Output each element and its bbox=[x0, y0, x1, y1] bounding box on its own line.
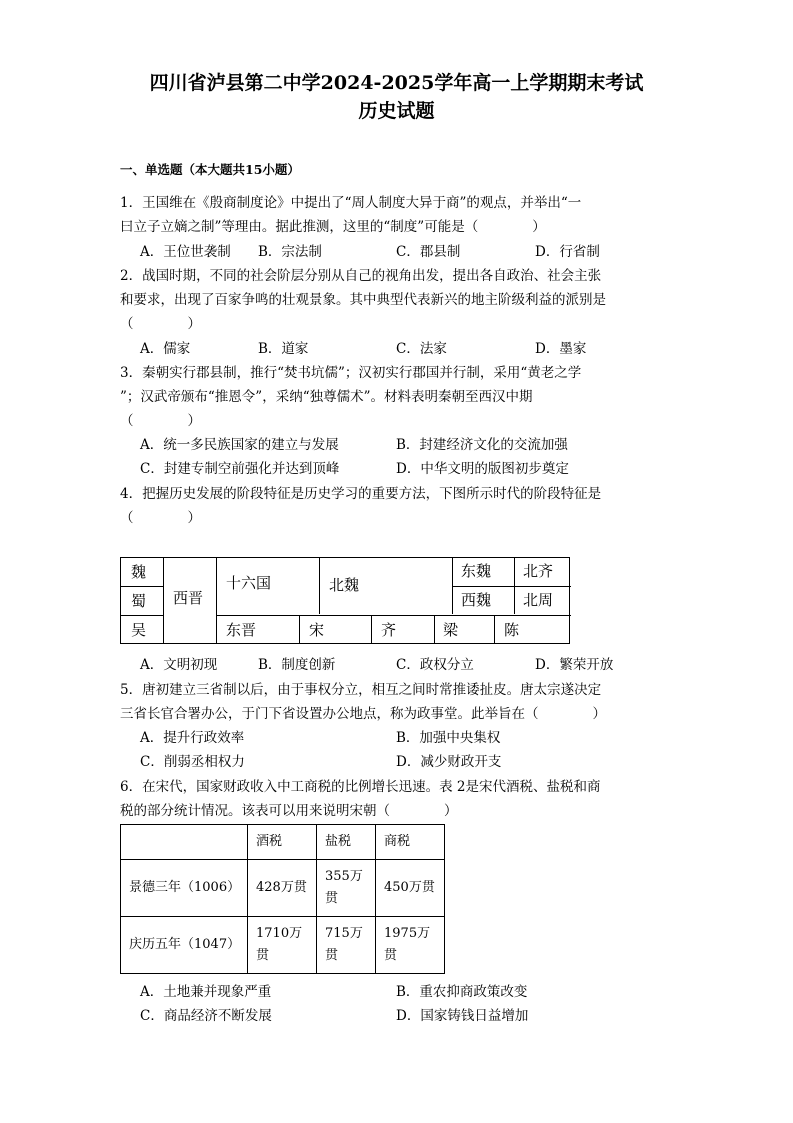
question-2-line2: 和要求，出现了百家争鸣的壮观景象。其中典型代表新兴的地主阶级利益的派别是 bbox=[120, 292, 606, 308]
q1-option-b: B．宗法制 bbox=[258, 244, 322, 260]
dyn-divider bbox=[371, 615, 372, 643]
dynasty-dongwei: 东魏 bbox=[461, 562, 492, 580]
table-header-cell: 酒税 bbox=[248, 825, 317, 860]
question-6-line1: 6．在宋代，国家财政收入中工商税的比例增长迅速。表 2是宋代酒税、盐税和商 bbox=[120, 779, 601, 795]
dynasty-shu: 蜀 bbox=[131, 592, 147, 610]
q5-option-b: B．加强中央集权 bbox=[396, 730, 501, 746]
table-header-cell: 商税 bbox=[376, 825, 445, 860]
question-4-line2: （ ） bbox=[120, 510, 201, 526]
dynasty-liang: 梁 bbox=[443, 621, 459, 639]
q5-option-a: A．提升行政效率 bbox=[140, 730, 245, 746]
table-header-row bbox=[121, 825, 445, 860]
dynasty-xiwei: 西魏 bbox=[461, 591, 492, 609]
dynasty-qi: 齐 bbox=[381, 621, 397, 639]
table-cell: 450万贯 bbox=[376, 860, 445, 917]
dynasty-wei: 魏 bbox=[131, 563, 147, 581]
q1-option-c: C．郡县制 bbox=[396, 244, 461, 260]
dyn-divider bbox=[299, 615, 300, 643]
dyn-divider bbox=[494, 615, 495, 643]
dyn-divider bbox=[452, 586, 571, 587]
table-cell: 428万贯 bbox=[248, 860, 317, 917]
q3-option-b: B．封建经济文化的交流加强 bbox=[396, 437, 568, 453]
table-cell: 1710万贯 bbox=[248, 917, 317, 974]
dynasty-wu: 吴 bbox=[131, 621, 147, 639]
question-3-line3: （ ） bbox=[120, 413, 201, 429]
q2-option-d: D．墨家 bbox=[535, 341, 587, 357]
q6-option-b: B．重农抑商政策改变 bbox=[396, 984, 528, 1000]
table-cell: 1975万贯 bbox=[376, 917, 445, 974]
dyn-divider bbox=[121, 615, 163, 616]
q4-option-a: A．文明初现 bbox=[140, 657, 218, 673]
dynasty-beiqi: 北齐 bbox=[523, 562, 554, 580]
dynasty-beiwei: 北魏 bbox=[329, 576, 360, 594]
question-4-line1: 4．把握历史发展的阶段特征是历史学习的重要方法，下图所示时代的阶段特征是 bbox=[120, 486, 602, 502]
q1-option-a: A．王位世袭制 bbox=[140, 244, 231, 260]
dyn-divider bbox=[163, 558, 164, 643]
dyn-divider bbox=[319, 558, 320, 614]
table-cell: 355万贯 bbox=[317, 860, 376, 917]
tax-table bbox=[120, 824, 445, 974]
table-row bbox=[121, 917, 445, 974]
dynasty-song: 宋 bbox=[309, 621, 325, 639]
question-2-line1: 2．战国时期，不同的社会阶层分别从自己的视角出发，提出各自政治、社会主张 bbox=[120, 268, 602, 284]
q3-option-c: C．封建专制空前强化并达到顶峰 bbox=[140, 461, 340, 477]
q2-option-a: A．儒家 bbox=[140, 341, 191, 357]
q4-option-c: C．政权分立 bbox=[396, 657, 474, 673]
question-2-line3: （ ） bbox=[120, 316, 201, 332]
dyn-divider bbox=[434, 615, 435, 643]
dyn-divider bbox=[216, 558, 217, 643]
table-header-cell bbox=[121, 825, 248, 860]
q4-option-d: D．繁荣开放 bbox=[535, 657, 614, 673]
exam-title-line2: 历史试题 bbox=[358, 100, 435, 122]
q5-option-d: D．减少财政开支 bbox=[396, 754, 502, 770]
question-3-line1: 3．秦朝实行郡县制，推行“焚书坑儒”；汉初实行郡国并行制，采用“黄老之学 bbox=[120, 365, 582, 381]
dynasty-chen: 陈 bbox=[504, 621, 520, 639]
dynasty-dongjin: 东晋 bbox=[226, 621, 257, 639]
question-3-line2: ”；汉武帝颁布“推恩令”，采纳“独尊儒术”。材料表明秦朝至西汉中期 bbox=[120, 389, 533, 405]
question-6-line2: 税的部分统计情况。该表可以用来说明宋朝（ ） bbox=[120, 803, 458, 819]
q3-option-d: D．中华文明的版图初步奠定 bbox=[396, 461, 569, 477]
question-1-line1: 1．王国维在《殷商制度论》中提出了“周人制度大异于商”的观点，并举出“一 bbox=[120, 195, 582, 211]
table-cell-year: 景德三年（1006） bbox=[121, 860, 248, 917]
table-cell-year: 庆历五年（1047） bbox=[121, 917, 248, 974]
table-header-cell: 盐税 bbox=[317, 825, 376, 860]
section-heading: 一、单选题（本大题共15小题） bbox=[120, 162, 300, 177]
question-5-line2: 三省长官合署办公，于门下省设置办公地点，称为政事堂。此举旨在（ ） bbox=[120, 706, 606, 722]
q3-option-a: A．统一多民族国家的建立与发展 bbox=[140, 437, 339, 453]
q6-option-a: A．土地兼并现象严重 bbox=[140, 984, 272, 1000]
dyn-divider bbox=[216, 615, 571, 616]
question-5-line1: 5．唐初建立三省制以后，由于事权分立，相互之间时常推诿扯皮。唐太宗遂决定 bbox=[120, 682, 602, 698]
table-cell: 715万贯 bbox=[317, 917, 376, 974]
q2-option-b: B．道家 bbox=[258, 341, 309, 357]
question-1-line2: 曰立子立嫡之制”等理由。据此推测，这里的“制度”可能是（ ） bbox=[120, 219, 546, 235]
q6-option-d: D．国家铸钱日益增加 bbox=[396, 1008, 529, 1024]
q4-option-b: B．制度创新 bbox=[258, 657, 336, 673]
q5-option-c: C．削弱丞相权力 bbox=[140, 754, 245, 770]
dynasty-chart bbox=[120, 557, 570, 644]
dynasty-shiliuguo: 十六国 bbox=[226, 574, 272, 592]
dyn-divider bbox=[121, 586, 163, 587]
dynasty-xijin: 西晋 bbox=[173, 589, 204, 607]
q1-option-d: D．行省制 bbox=[535, 244, 600, 260]
q6-option-c: C．商品经济不断发展 bbox=[140, 1008, 272, 1024]
table-row bbox=[121, 860, 445, 917]
q2-option-c: C．法家 bbox=[396, 341, 447, 357]
dynasty-beizhou: 北周 bbox=[523, 591, 554, 609]
exam-title-line1: 四川省泸县第二中学2024-2025学年高一上学期期末考试 bbox=[149, 72, 644, 94]
